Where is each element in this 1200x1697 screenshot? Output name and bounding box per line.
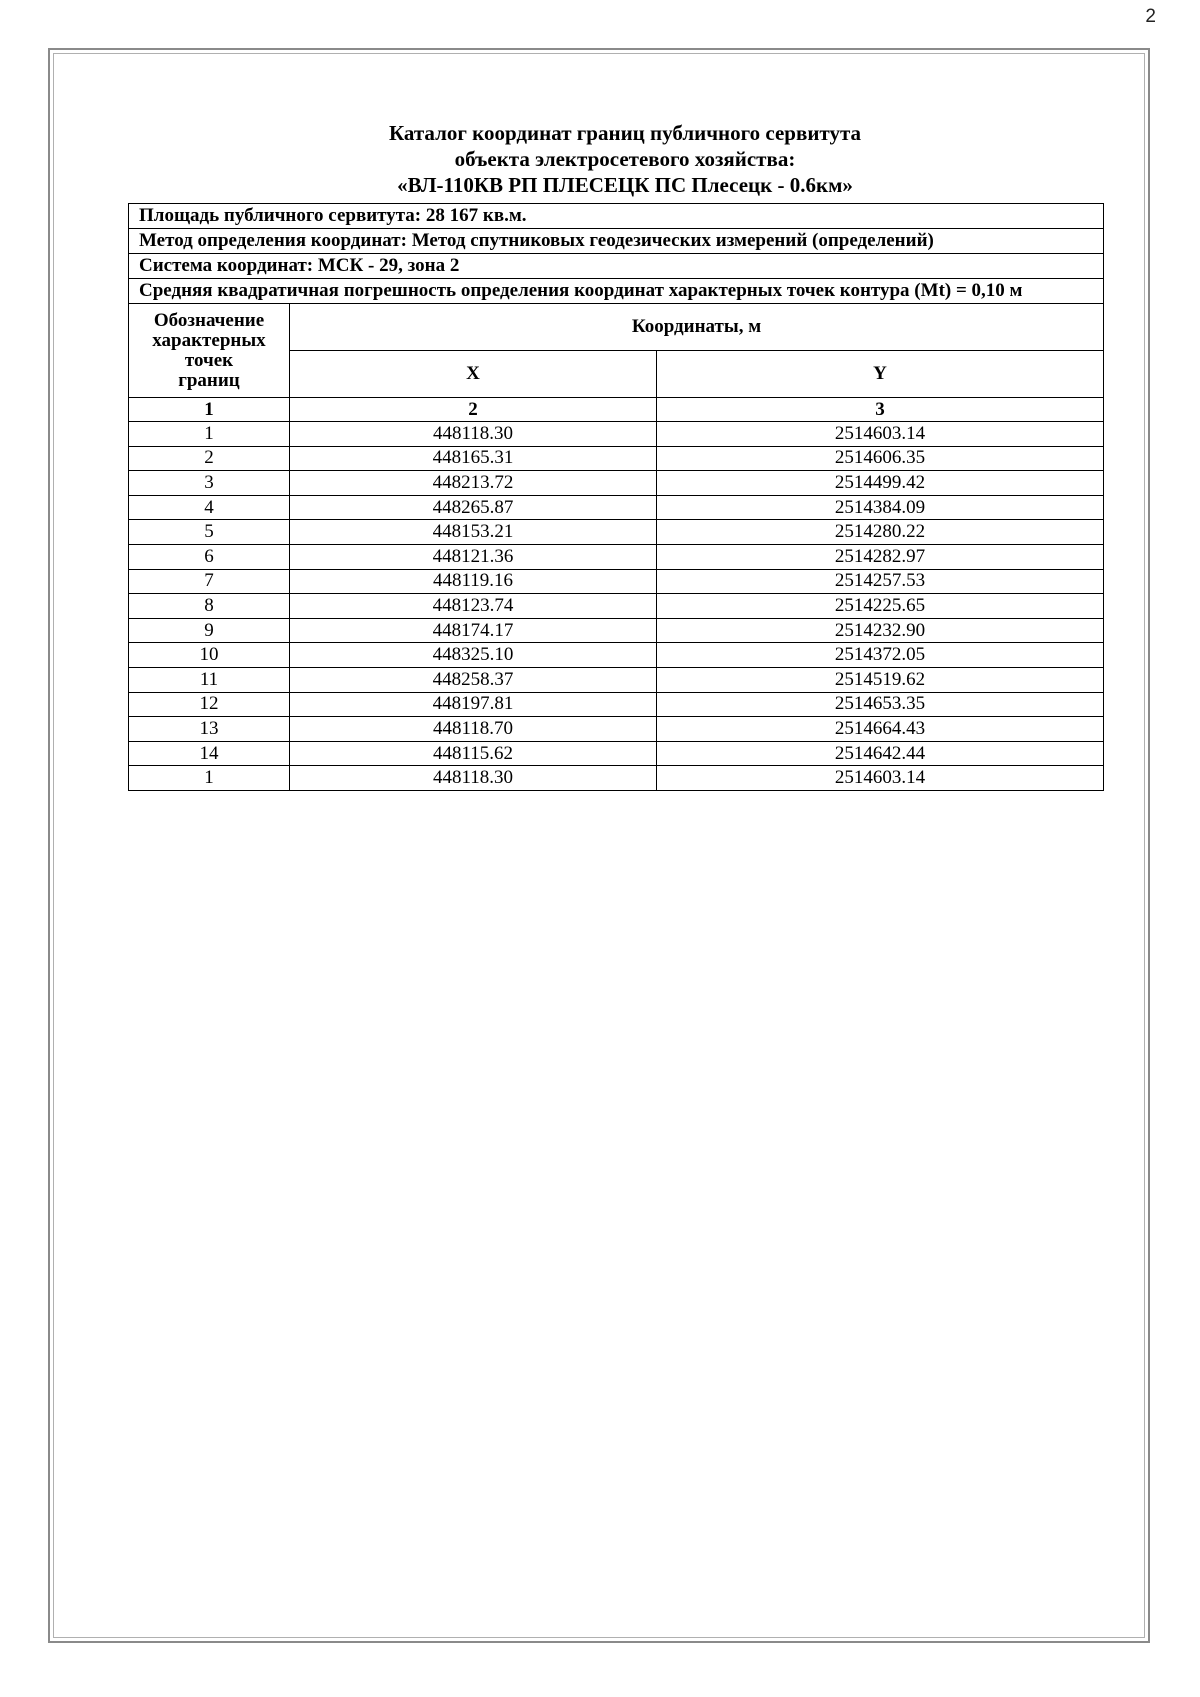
x-cell: 448118.30 bbox=[290, 766, 657, 791]
table-row bbox=[129, 594, 1104, 619]
info-row-area bbox=[129, 204, 1104, 229]
point-cell: 12 bbox=[129, 692, 290, 717]
x-cell: 448119.16 bbox=[290, 569, 657, 594]
table-row bbox=[129, 520, 1104, 545]
x-cell: 448153.21 bbox=[290, 520, 657, 545]
servitude-area: Площадь публичного сервитута: 28 167 кв.м. bbox=[129, 204, 1104, 229]
point-cell: 3 bbox=[129, 471, 290, 496]
table-row bbox=[129, 495, 1104, 520]
coordinates-catalog-table bbox=[128, 203, 1104, 791]
coordinates-header: Координаты, м bbox=[290, 304, 1104, 351]
point-cell: 1 bbox=[129, 766, 290, 791]
document-title bbox=[0, 120, 1200, 198]
x-cell: 448118.70 bbox=[290, 717, 657, 742]
point-designation-header: Обозначение характерных точек границ bbox=[129, 304, 290, 398]
y-cell: 2514519.62 bbox=[657, 667, 1104, 692]
point-cell: 7 bbox=[129, 569, 290, 594]
y-cell: 2514603.14 bbox=[657, 766, 1104, 791]
point-cell: 8 bbox=[129, 594, 290, 619]
x-cell: 448165.31 bbox=[290, 446, 657, 471]
info-row-system bbox=[129, 254, 1104, 279]
table-row bbox=[129, 717, 1104, 742]
table-row bbox=[129, 766, 1104, 791]
coordinate-method: Метод определения координат: Метод спутниковых геодезических измерений (определений) bbox=[129, 229, 1104, 254]
y-cell: 2514372.05 bbox=[657, 643, 1104, 668]
y-cell: 2514499.42 bbox=[657, 471, 1104, 496]
x-cell: 448174.17 bbox=[290, 618, 657, 643]
point-cell: 11 bbox=[129, 667, 290, 692]
y-cell: 2514280.22 bbox=[657, 520, 1104, 545]
x-header: X bbox=[290, 351, 657, 398]
point-cell: 5 bbox=[129, 520, 290, 545]
y-cell: 2514257.53 bbox=[657, 569, 1104, 594]
x-cell: 448213.72 bbox=[290, 471, 657, 496]
point-cell: 2 bbox=[129, 446, 290, 471]
point-cell: 9 bbox=[129, 618, 290, 643]
info-row-method bbox=[129, 229, 1104, 254]
table-row bbox=[129, 422, 1104, 447]
column-number: 1 bbox=[129, 398, 290, 422]
point-cell: 14 bbox=[129, 741, 290, 766]
point-cell: 13 bbox=[129, 717, 290, 742]
table-row bbox=[129, 692, 1104, 717]
table-row bbox=[129, 667, 1104, 692]
x-cell: 448121.36 bbox=[290, 544, 657, 569]
page-number: 2 bbox=[1145, 6, 1156, 27]
point-cell: 6 bbox=[129, 544, 290, 569]
table-row bbox=[129, 741, 1104, 766]
y-cell: 2514282.97 bbox=[657, 544, 1104, 569]
y-cell: 2514653.35 bbox=[657, 692, 1104, 717]
y-cell: 2514606.35 bbox=[657, 446, 1104, 471]
y-cell: 2514384.09 bbox=[657, 495, 1104, 520]
column-number: 3 bbox=[657, 398, 1104, 422]
info-row-error bbox=[129, 279, 1104, 304]
table-row bbox=[129, 544, 1104, 569]
title-line-3: «ВЛ-110КВ РП ПЛЕСЕЦК ПС Плесецк - 0.6км» bbox=[397, 173, 853, 197]
point-cell: 4 bbox=[129, 495, 290, 520]
table-row bbox=[129, 643, 1104, 668]
title-line-2: объекта электросетевого хозяйства: bbox=[454, 147, 796, 171]
column-number-row bbox=[129, 398, 1104, 422]
table-row bbox=[129, 471, 1104, 496]
x-cell: 448325.10 bbox=[290, 643, 657, 668]
y-cell: 2514225.65 bbox=[657, 594, 1104, 619]
x-cell: 448258.37 bbox=[290, 667, 657, 692]
x-cell: 448115.62 bbox=[290, 741, 657, 766]
x-cell: 448197.81 bbox=[290, 692, 657, 717]
y-cell: 2514232.90 bbox=[657, 618, 1104, 643]
y-cell: 2514603.14 bbox=[657, 422, 1104, 447]
mean-square-error: Средняя квадратичная погрешность определения координат характерных точек контура (Mt) = 0,10 м bbox=[129, 279, 1104, 304]
y-cell: 2514642.44 bbox=[657, 741, 1104, 766]
x-cell: 448123.74 bbox=[290, 594, 657, 619]
coordinate-system: Система координат: МСК - 29, зона 2 bbox=[129, 254, 1104, 279]
point-cell: 10 bbox=[129, 643, 290, 668]
y-header: Y bbox=[657, 351, 1104, 398]
y-cell: 2514664.43 bbox=[657, 717, 1104, 742]
table-row bbox=[129, 446, 1104, 471]
table-row bbox=[129, 569, 1104, 594]
title-line-1: Каталог координат границ публичного сервитута bbox=[388, 121, 862, 145]
x-cell: 448118.30 bbox=[290, 422, 657, 447]
point-cell: 1 bbox=[129, 422, 290, 447]
table-row bbox=[129, 618, 1104, 643]
header-row bbox=[129, 304, 1104, 351]
x-cell: 448265.87 bbox=[290, 495, 657, 520]
column-number: 2 bbox=[290, 398, 657, 422]
